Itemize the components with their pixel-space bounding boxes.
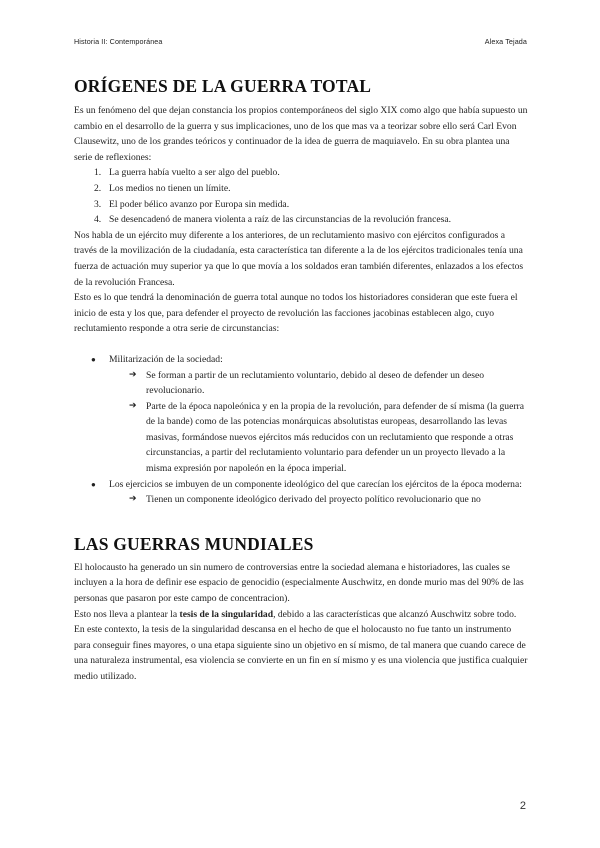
bullet-dot-icon: ● bbox=[91, 479, 96, 489]
singularity-paragraph bbox=[74, 607, 529, 685]
reflections-list bbox=[74, 165, 529, 227]
text-run: , debido a las características que alcanzó Auschwitz sobre todo. En este contexto, la tesis de la singularidad descansa en el hecho de que el holocausto no fue tanto un instrumento para conseguir fines mayores, o una etapa siguiente sino un objetivo en sí mismo, de tal manera que cuando carece de una naturaleza instrumental, esa violencia se convierte en un fin en sí mismo y es una violencia que justifica cualquier medio utilizado. bbox=[74, 608, 528, 682]
bullet-text: Militarización de la sociedad: bbox=[109, 353, 223, 365]
sub-bullet-item bbox=[74, 492, 529, 508]
bullet-item bbox=[74, 352, 529, 368]
bold-term: tesis de la singularidad bbox=[179, 608, 274, 620]
list-item bbox=[74, 197, 529, 213]
arrow-bullet-icon: ➔ bbox=[129, 494, 137, 505]
header-course-title: Historia II: Contemporánea bbox=[74, 37, 163, 46]
sub-bullet-text: Parte de la época napoleónica y en la propia de la revolución, para defender de sí misma (la guerra de la bande) como de las potencias monárquicas absolutistas europeas, desarrollando las levas masivas, formándose nuevos ejércitos más reducidos con un reclutamiento que responde a otras circunstancias, a partir del reclutamiento voluntario para defender un un proyecto llevado a la misma expresión por napoleón en la época imperial. bbox=[146, 400, 524, 475]
army-paragraph: Nos habla de un ejército muy diferente a los anteriores, de un reclutamiento masivo con ejércitos configurados a través de la movilización de la ciudadanía, esta característica tan diferente a la de los ejércitos tradicionales tenía una fuerza de actuación muy superior ya que lo que movía a los soldados eran también diferentes, enlazados a los efectos de la revolución Francesa. bbox=[74, 229, 524, 288]
sub-bullet-item bbox=[74, 368, 529, 399]
list-item bbox=[74, 165, 529, 181]
holocaust-paragraph: El holocausto ha generado un sin numero de controversias entre la sociedad alemana e historiadores, las cuales se incluyen a la hora de definir ese espacio de genocidio (especialmente Auschwitz, en donde murio mas del 90% de las personas que pasaron por este campo de concentracion). bbox=[74, 561, 524, 605]
bullet-item bbox=[74, 477, 529, 493]
text-run: Esto nos lleva a plantear la bbox=[74, 608, 180, 620]
document-body bbox=[74, 76, 529, 685]
list-number: 2. bbox=[94, 182, 102, 194]
bullet-dot-icon: ● bbox=[91, 354, 96, 364]
list-item-text: El poder bélico avanzo por Europa sin medida. bbox=[109, 198, 290, 210]
arrow-bullet-icon: ➔ bbox=[129, 369, 137, 380]
sub-bullet-text: Se forman a partir de un reclutamiento voluntario, debido al deseo de defender un deseo revolucionario. bbox=[146, 369, 485, 397]
total-war-paragraph: Esto es lo que tendrá la denominación de guerra total aunque no todos los historiadores consideran que este fuera el inicio de esta y los que, para defender el proyecto de revolución las facciones jacobinas establecen algo, cuyo reclutamiento responde a otra serie de circunstancias: bbox=[74, 292, 518, 335]
section-title-world-wars: LAS GUERRAS MUNDIALES bbox=[74, 533, 314, 554]
page-number: 2 bbox=[519, 800, 526, 812]
list-number: 3. bbox=[94, 198, 102, 210]
bullet-text: Los ejercicios se imbuyen de un componente ideológico del que carecían los ejércitos de la época moderna: bbox=[109, 478, 522, 490]
list-number: 4. bbox=[94, 214, 102, 226]
list-number: 1. bbox=[94, 167, 102, 179]
header-author: Alexa Tejada bbox=[484, 37, 527, 46]
sub-bullet-text: Tienen un componente ideológico derivado del proyecto político revolucionario que no bbox=[146, 494, 481, 506]
list-item-text: Los medios no tienen un límite. bbox=[109, 182, 231, 194]
list-item-text: La guerra había vuelto a ser algo del pueblo. bbox=[109, 167, 280, 179]
list-item-text: Se desencadenó de manera violenta a raíz de las circunstancias de la revolución francesa. bbox=[109, 214, 452, 226]
intro-paragraph: Es un fenómeno del que dejan constancia los propios contemporáneos del siglo XIX como algo que había supuesto un cambio en el desarrollo de la guerra y sus implicaciones, uno de los que mas va a teorizar sobre ello será Carl Evon Clausewitz, uno de los grandes teóricos y continuador de la idea de guerra de maquiavelo. En su obra plantea una serie de reflexiones: bbox=[74, 105, 528, 163]
arrow-bullet-icon: ➔ bbox=[129, 400, 137, 411]
sub-bullet-item bbox=[74, 399, 529, 477]
section-title-origins: ORÍGENES DE LA GUERRA TOTAL bbox=[74, 76, 372, 96]
list-item bbox=[74, 181, 529, 197]
list-item bbox=[74, 212, 529, 228]
